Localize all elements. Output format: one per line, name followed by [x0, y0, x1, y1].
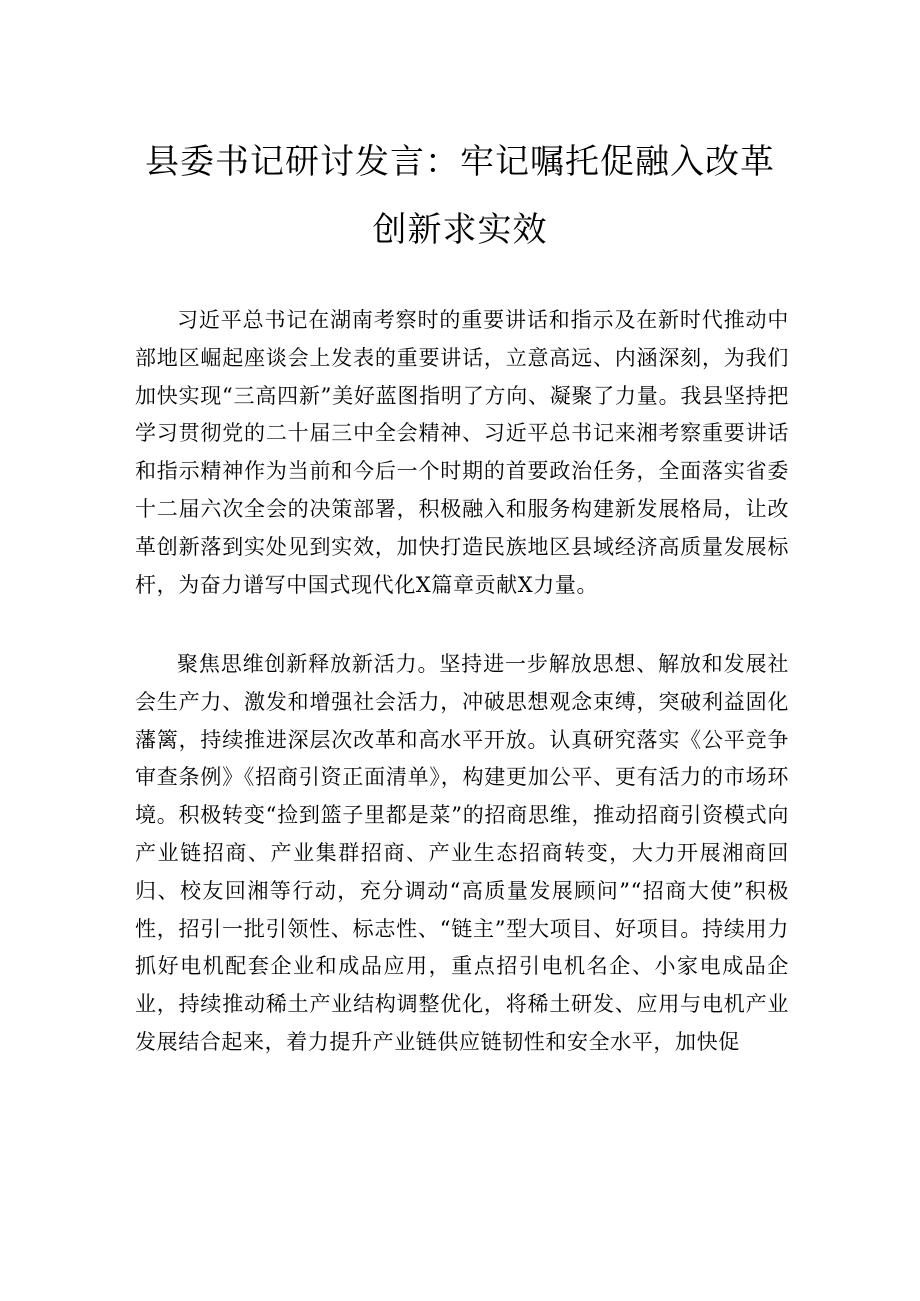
body-paragraph-2: 聚焦思维创新释放新活力。坚持进一步解放思想、解放和发展社会生产力、激发和增强社会活力，冲破思想观念束缚，突破利益固化藩篱，持续推进深层次改革和高水平开放。认真研究落实《公平竞争审查条例》《招商引资正面清单》，构建更加公平、更有活力的市场环境。积极转变“捡到篮子里都是菜”的招商思维，推动招商引资模式向产业链招商、产业集群招商、产业生态招商转变，大力开展湘商回归、校友回湘等行动，充分调动“高质量发展顾问”“招商大使”积极性，招引一批引领性、标志性、“链主”型大项目、好项目。持续用力抓好电机配套企业和成品应用，重点招引电机名企、小家电成品企业，持续推动稀土产业结构调整优化，将稀土研发、应用与电机产业发展结合起来，着力提升产业链供应链韧性和安全水平，加快促: [135, 652, 789, 1054]
body-paragraph-1: 习近平总书记在湖南考察时的重要讲话和指示及在新时代推动中部地区崛起座谈会上发表的重要讲话，立意高远、内涵深刻，为我们加快实现“三高四新”美好蓝图指明了方向、凝聚了力量。我县坚持把学习贯彻党的二十届三中全会精神、习近平总书记来湘考察重要讲话和指示精神作为当前和今后一个时期的首要政治任务，全面落实省委十二届六次全会的决策部署，积极融入和服务构建新发展格局，让改革创新落到实处见到实效，加快打造民族地区县域经济高质量发展标杆，为奋力谱写中国式现代化X篇章贡献X力量。: [135, 308, 789, 597]
document-title-line-2: 创新求实效: [372, 210, 548, 250]
document-title-line-1: 县委书记研讨发言：牢记嘱托促融入改革: [145, 142, 775, 182]
